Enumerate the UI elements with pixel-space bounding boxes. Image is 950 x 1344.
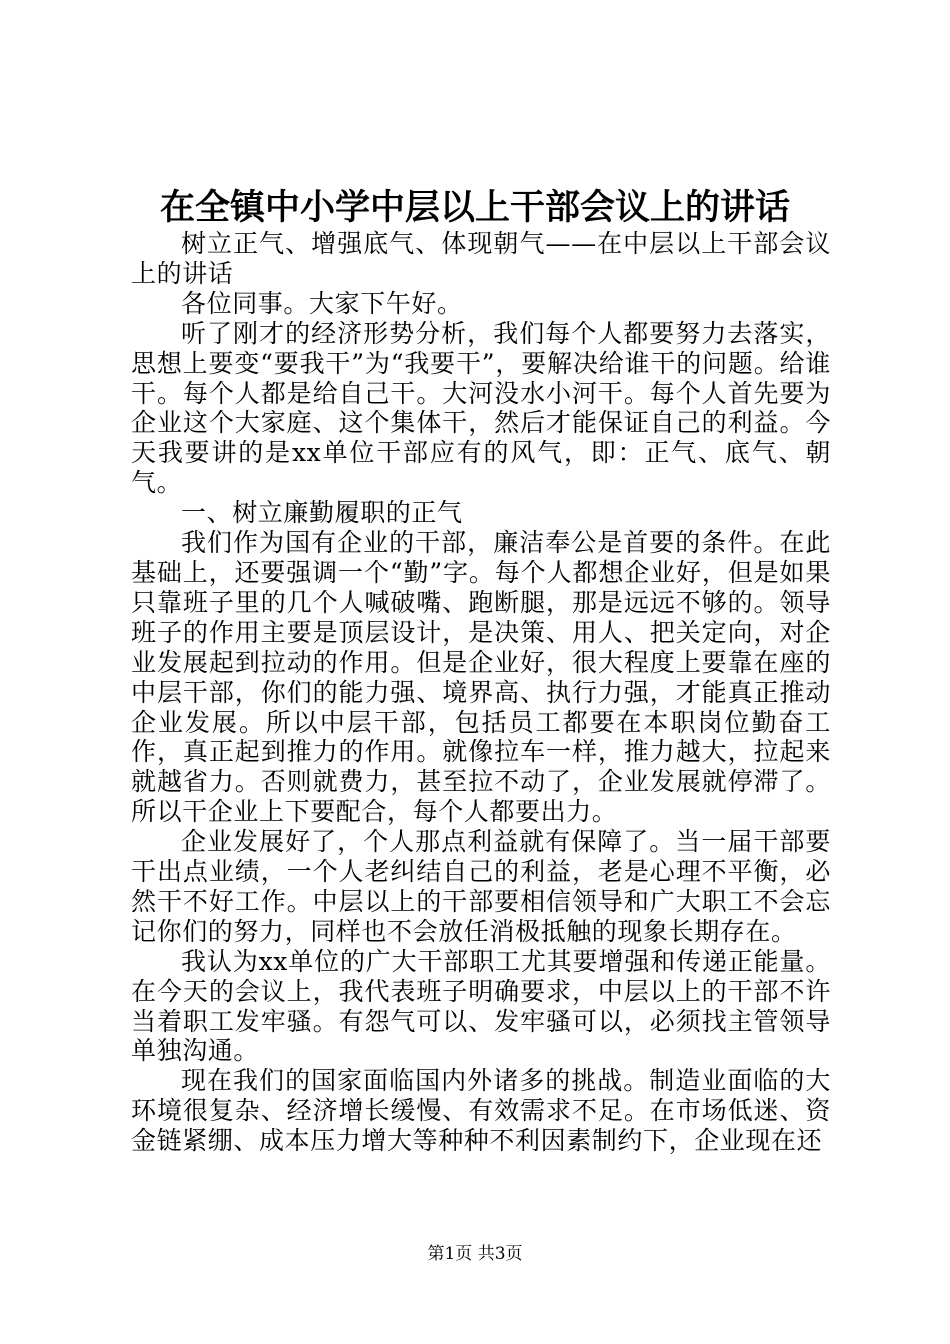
paragraph: 听了刚才的经济形势分析，我们每个人都要努力去落实，思想上要变“要我干”为“我要干”，要解决给谁干的问题。给谁干。每个人都是给自己干。大河没水小河干。每个人首先要为企业这个大家庭、这个集体干，然后才能保证自己的利益。今天我要讲的是xx单位干部应有的风气，即：正气、底气、朝气。 xyxy=(131,318,831,498)
section-heading: 一、树立廉勤履职的正气 xyxy=(181,498,463,528)
paragraph: 我认为xx单位的广大干部职工尤其要增强和传递正能量。在今天的会议上，我代表班子明确要求，中层以上的干部不许当着职工发牢骚。有怨气可以、发牢骚可以，必须找主管领导单独沟通。 xyxy=(131,946,831,1066)
paragraph: 现在我们的国家面临国内外诸多的挑战。制造业面临的大环境很复杂、经济增长缓慢、有效需求不足。在市场低迷、资金链紧绷、成本压力增大等种种不利因素制约下，企业现在还 xyxy=(131,1066,831,1156)
document-body xyxy=(131,229,831,1156)
paragraph: 企业发展好了，个人那点利益就有保障了。当一届干部要干出点业绩，一个人老纠结自己的利益，老是心理不平衡，必然干不好工作。中层以上的干部要相信领导和广大职工不会忘记你们的努力，同样也不会放任消极抵触的现象长期存在。 xyxy=(131,827,831,946)
paragraph: 我们作为国有企业的干部，廉洁奉公是首要的条件。在此基础上，还要强调一个“勤”字。每个人都想企业好，但是如果只靠班子里的几个人喊破嘴、跑断腿，那是远远不够的。领导班子的作用主要是顶层设计，是决策、用人、把关定向，对企业发展起到拉动的作用。但是企业好，很大程度上要靠在座的中层干部，你们的能力强、境界高、执行力强，才能真正推动企业发展。所以中层干部，包括员工都要在本职岗位勤奋工作，真正起到推力的作用。就像拉车一样，推力越大，拉起来就越省力。否则就费力，甚至拉不动了，企业发展就停滞了。所以干企业上下要配合，每个人都要出力。 xyxy=(131,528,831,827)
paragraph-subtitle: 树立正气、增强底气、体现朝气——在中层以上干部会议上的讲话 xyxy=(131,229,831,288)
document-title: 在全镇中小学中层以上干部会议上的讲话 xyxy=(159,188,790,228)
page-number-footer: 第1页 共3页 xyxy=(427,1244,523,1264)
paragraph-greeting: 各位同事。大家下午好。 xyxy=(181,288,463,318)
